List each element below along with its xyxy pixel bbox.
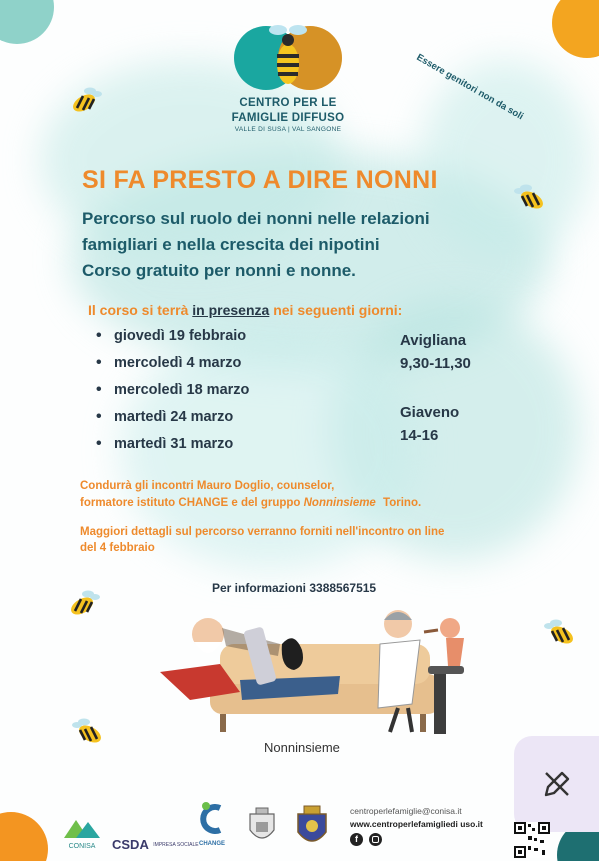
conductor-line [80,497,421,509]
csda-label: CSDA [112,837,149,852]
csda-sub: IMPRESA SOCIALE [153,841,199,848]
conductor-line: Condurrà gli incontri Mauro Doglio, counselor, [80,480,335,492]
corner-circle-orange [552,0,599,58]
footer-website[interactable]: www.centroperlefamigliedi uso.it [350,819,483,829]
org-name-line1: CENTRO PER LE [239,97,337,109]
subtitle-line: Percorso sul ruolo dei nonni nelle relazioni [82,209,430,228]
qr-code-icon[interactable] [514,822,550,858]
change-label: CHANGE [198,841,225,847]
schedule-intro-emphasis: in presenza [192,302,270,318]
watercolor-wash [420,60,590,260]
date-item: • mercoledì 4 marzo [96,353,249,380]
logo-icon [230,18,346,94]
date-item: • martedì 24 marzo [96,407,249,434]
conisa-mark-icon [62,816,102,838]
location-time: 14-16 [400,427,439,444]
csda-logo [112,836,199,854]
details-line: Maggiori dettagli sul percorso verranno forniti nell'incontro on line [80,526,445,538]
change-logo [196,802,228,847]
illustration-caption: Nonninsieme [264,740,340,755]
info-phone: Per informazioni 3388567515 [212,581,377,595]
schedule-intro-after: nei seguenti giorni: [273,302,403,318]
bee-icon [70,714,106,748]
corner-circle-teal [0,0,54,44]
org-subtitle: VALLE DI SUSA | VAL SANGONE [234,126,342,133]
conisa-logo [62,816,102,852]
subtitle-line: famigliari e nella crescita dei nipotini [82,235,380,254]
edit-button[interactable] [514,736,599,832]
bee-icon [512,180,548,214]
page-title: SI FA PRESTO A DIRE NONNI [82,166,438,194]
coat-of-arms-icon [246,806,278,848]
schedule-intro [88,302,402,318]
tagline: Essere genitori non da soli [414,52,526,123]
group-name: Nonninsieme [303,497,376,509]
location-time: 9,30-11,30 [400,355,471,372]
date-item: • martedì 31 marzo [96,434,249,461]
instagram-ring [372,836,379,843]
footer-email[interactable]: centroperlefamiglie@conisa.it [350,806,462,816]
date-list [96,326,249,461]
date-item: • mercoledì 18 marzo [96,380,249,407]
coat-of-arms-icon [294,804,330,850]
date-item: • giovedì 19 febbraio [96,326,249,353]
facebook-icon[interactable]: f [350,833,363,846]
conisa-label: CONISA [68,843,96,850]
bee-icon [542,615,578,649]
instagram-icon[interactable] [369,833,382,846]
schedule-intro-before: Il corso si terrà [88,302,189,318]
location-name: Giaveno [400,404,460,421]
grandparents-illustration [150,604,480,736]
corner-circle-orange [0,812,48,861]
location-name: Avigliana [400,332,467,349]
conductor-text: formatore istituto CHANGE e del gruppo [80,497,301,509]
pencil-icon [540,767,574,801]
details-line: del 4 febbraio [80,542,155,554]
conductor-city: Torino. [383,497,422,509]
org-name-line2: FAMIGLIE DIFFUSO [231,112,345,124]
subtitle-line: Corso gratuito per nonni e nonne. [82,261,356,280]
bee-icon [66,586,102,620]
change-mark-icon [196,802,226,836]
bee-icon [68,83,104,117]
